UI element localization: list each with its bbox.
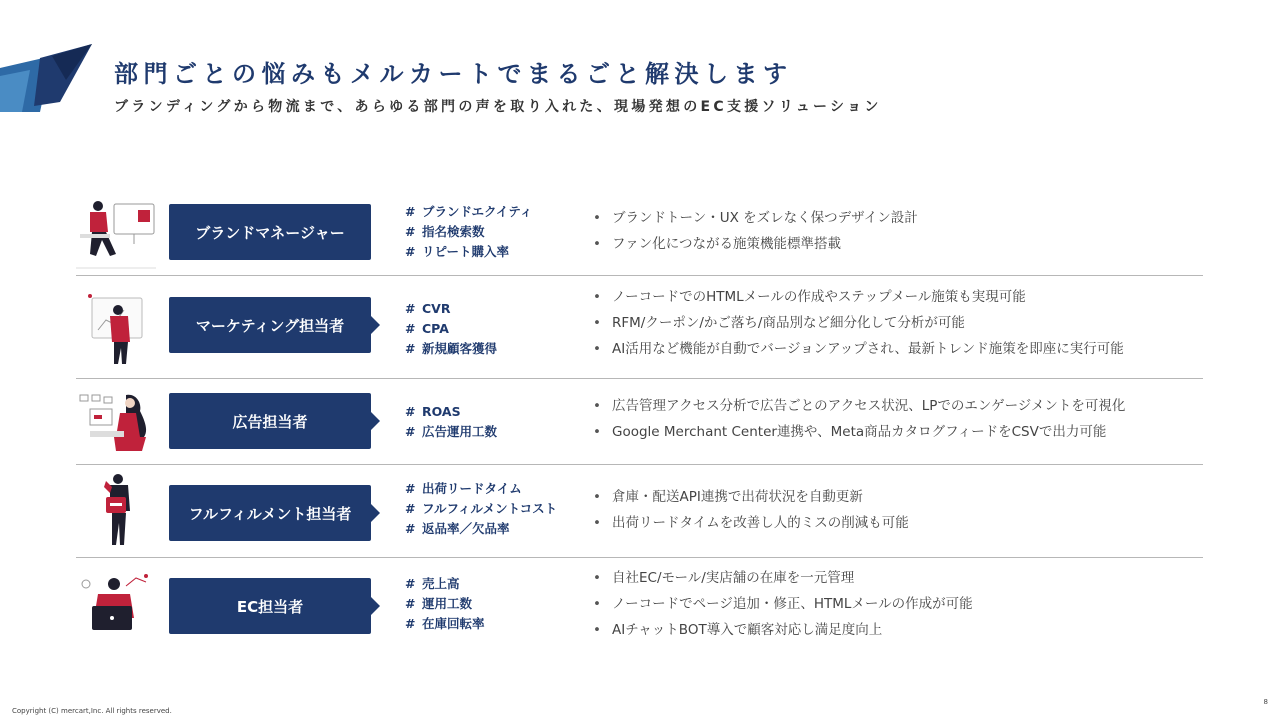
hash-icon: # — [405, 341, 416, 356]
feature-point: • 自社EC/モール/実店舗の在庫を一元管理 — [593, 565, 973, 591]
feature-points — [593, 205, 918, 257]
kpi-tags — [405, 479, 557, 539]
role-advertising — [169, 393, 371, 449]
kpi-tag: # 指名検索数 — [405, 222, 532, 242]
role-label: マーケティング担当者 — [195, 316, 345, 335]
feature-points — [593, 484, 909, 536]
hash-icon: # — [405, 404, 416, 419]
person-at-laptop-illustration — [76, 566, 160, 642]
woman-with-laptop-illustration — [76, 387, 160, 463]
role-label: EC担当者 — [236, 597, 304, 616]
feature-points — [593, 284, 1124, 362]
feature-point: • 広告管理アクセス分析で広告ごとのアクセス状況、LPでのエンゲージメントを可視化 — [593, 393, 1125, 419]
hash-icon: # — [405, 481, 416, 496]
arrow-right-icon — [371, 597, 380, 615]
role-label: 広告担当者 — [232, 412, 308, 431]
role-marketing — [169, 297, 371, 353]
bullet-icon: • — [593, 489, 601, 505]
kpi-tags — [405, 202, 532, 262]
hash-icon: # — [405, 501, 416, 516]
bullet-icon: • — [593, 341, 601, 357]
feature-point: • ノーコードでページ追加・修正、HTMLメールの作成が可能 — [593, 591, 973, 617]
feature-point: • Google Merchant Center連携や、Meta商品カタログフィードをCSVで出力可能 — [593, 419, 1125, 445]
kpi-tag: # CVR — [405, 299, 497, 319]
bullet-icon: • — [593, 424, 601, 440]
page-title: 部門ごとの悩みもメルカートでまるごと解決します — [114, 60, 793, 88]
hash-icon: # — [405, 244, 416, 259]
kpi-tags — [405, 402, 497, 442]
hash-icon: # — [405, 424, 416, 439]
hash-icon: # — [405, 321, 416, 336]
bullet-icon: • — [593, 596, 601, 612]
hash-icon: # — [405, 204, 416, 219]
role-label: フルフィルメント担当者 — [188, 504, 352, 523]
kpi-tag: # 在庫回転率 — [405, 614, 485, 634]
copyright: Copyright (C) mercart,Inc. All rights reserved. — [12, 707, 172, 715]
hash-icon: # — [405, 596, 416, 611]
feature-point: • AIチャットBOT導入で顧客対応し満足度向上 — [593, 617, 973, 643]
bullet-icon: • — [593, 622, 601, 638]
hash-icon: # — [405, 616, 416, 631]
hash-icon: # — [405, 224, 416, 239]
arrow-right-icon — [371, 504, 380, 522]
woman-at-monitor-illustration — [76, 196, 160, 272]
man-at-whiteboard-illustration — [76, 290, 160, 366]
row-brand-manager — [76, 190, 1203, 276]
kpi-tag: # CPA — [405, 319, 497, 339]
hash-icon: # — [405, 521, 416, 536]
bullet-icon: • — [593, 210, 601, 226]
bullet-icon: • — [593, 289, 601, 305]
row-fulfillment — [76, 465, 1203, 558]
kpi-tag: # 運用工数 — [405, 594, 485, 614]
kpi-tag: # 新規顧客獲得 — [405, 339, 497, 359]
kpi-tag: # 出荷リードタイム — [405, 479, 557, 499]
bullet-icon: • — [593, 515, 601, 531]
page-subtitle: ブランディングから物流まで、あらゆる部門の声を取り入れた、現場発想のEC支援ソリューション — [114, 99, 882, 115]
bullet-icon: • — [593, 315, 601, 331]
kpi-tag: # 売上高 — [405, 574, 485, 594]
role-fulfillment — [169, 485, 371, 541]
bullet-icon: • — [593, 398, 601, 414]
kpi-tag: # 広告運用工数 — [405, 422, 497, 442]
role-label: ブランドマネージャー — [195, 223, 345, 242]
logo-shape-icon — [0, 40, 100, 115]
hash-icon: # — [405, 576, 416, 591]
feature-points — [593, 565, 973, 643]
role-brand-manager — [169, 204, 371, 260]
row-advertising — [76, 379, 1203, 465]
page-number: 8 — [1263, 698, 1268, 706]
feature-point: • AI活用など機能が自動でバージョンアップされ、最新トレンド施策を即座に実行可能 — [593, 336, 1124, 362]
bullet-icon: • — [593, 570, 601, 586]
kpi-tag: # フルフィルメントコスト — [405, 499, 557, 519]
feature-point: • ファン化につながる施策機能標準搭載 — [593, 231, 918, 257]
arrow-right-icon — [371, 316, 380, 334]
role-ec — [169, 578, 371, 634]
feature-points — [593, 393, 1125, 445]
feature-point: • RFM/クーポン/かご落ち/商品別など細分化して分析が可能 — [593, 310, 1124, 336]
kpi-tag: # ROAS — [405, 402, 497, 422]
kpi-tags — [405, 299, 497, 359]
bullet-icon: • — [593, 236, 601, 252]
kpi-tags — [405, 574, 485, 634]
row-ec — [76, 558, 1203, 642]
kpi-tag: # ブランドエクイティ — [405, 202, 532, 222]
kpi-tag: # リピート購入率 — [405, 242, 532, 262]
feature-point: • 倉庫・配送API連携で出荷状況を自動更新 — [593, 484, 909, 510]
feature-point: • ノーコードでのHTMLメールの作成やステップメール施策も実現可能 — [593, 284, 1124, 310]
man-holding-box-illustration — [76, 473, 160, 549]
arrow-right-icon — [371, 412, 380, 430]
row-marketing — [76, 276, 1203, 379]
department-rows — [76, 190, 1203, 642]
feature-point: • 出荷リードタイムを改善し人的ミスの削減も可能 — [593, 510, 909, 536]
kpi-tag: # 返品率／欠品率 — [405, 519, 557, 539]
feature-point: • ブランドトーン・UX をズレなく保つデザイン設計 — [593, 205, 918, 231]
hash-icon: # — [405, 301, 416, 316]
